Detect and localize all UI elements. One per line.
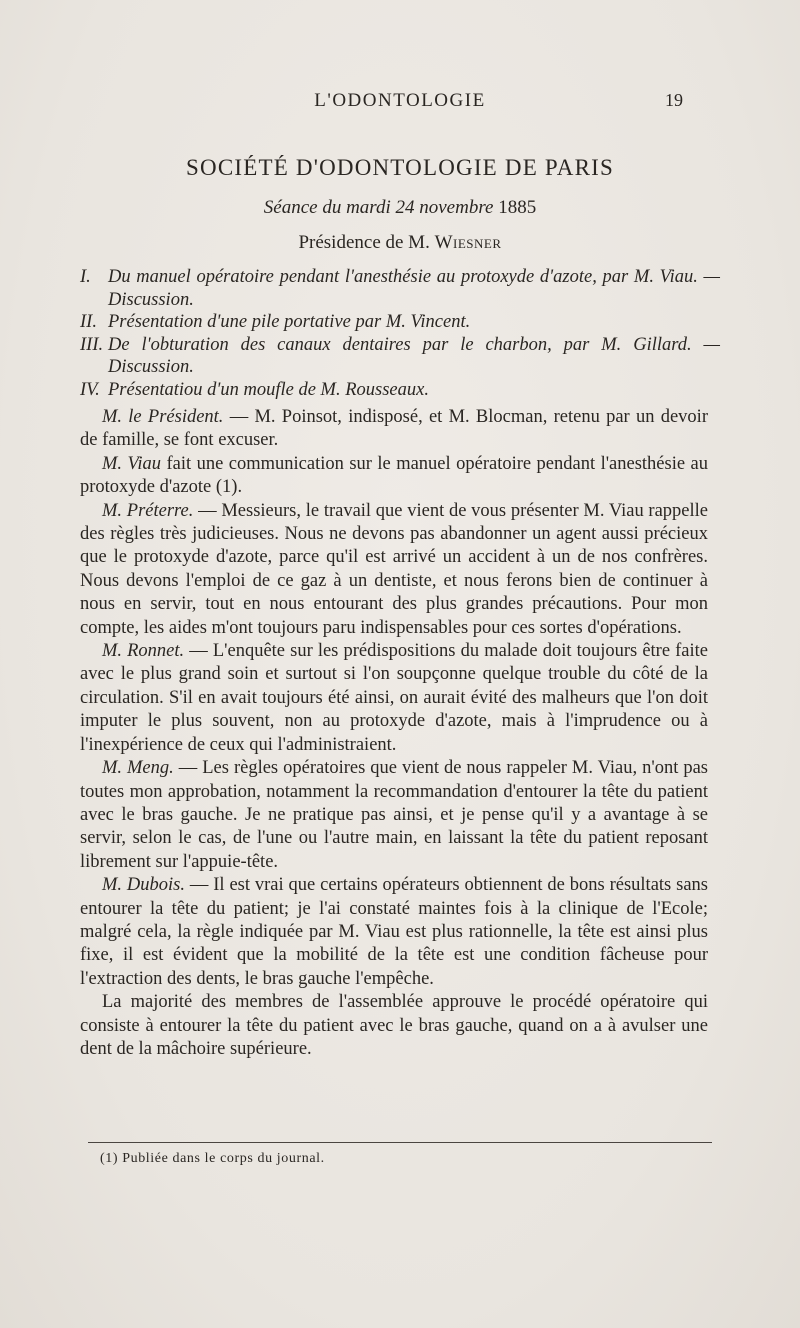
agenda-text: Du manuel opératoire pendant l'anesthésie au protoxyde d'azote, par M. Viau. — Discussion. xyxy=(108,267,720,310)
paragraph xyxy=(80,757,708,874)
agenda-number: IV. xyxy=(80,379,100,400)
paragraph-text: — Messieurs, le travail que vient de vous présenter M. Viau rappelle des règles très judicieuses. Nous ne devons pas abandonner un agent aussi précieux que le protoxyde d'azote, parce qu'il est arrivé un accident à un de nos confrères. Nous devons l'emploi de ce gaz à un dentiste, et nous ferons bien de continuer à nous en servir, tout en nous entourant des plus grandes précautions. Pour mon compte, les aides m'ont toujours paru indispensables pour ces sortes d'opérations. xyxy=(80,500,708,638)
agenda-item xyxy=(80,266,720,311)
paragraph xyxy=(80,500,708,640)
session-date-text: Séance du mardi 24 novembre xyxy=(263,197,494,218)
agenda-number: II. xyxy=(80,312,97,332)
agenda-text: De l'obturation des canaux dentaires par le charbon, par M. Gillard. — Discussion. xyxy=(108,334,720,377)
agenda-item xyxy=(80,311,720,334)
session-year: 1885 xyxy=(498,197,537,218)
paragraph-text: — Les règles opératoires que vient de nous rappeler M. Viau, n'ont pas toutes mon approbation, notamment la recommandation d'entourer la tête du patient avec le bras gauche. Je ne pratique pas ainsi, et je pense qu'il y a avantage à se servir, selon le cas, de l'une ou l'autre main, en laissant la tête du patient reposant librement sur l'appuie-tête. xyxy=(80,758,708,872)
footnote-rule xyxy=(88,1142,712,1143)
article-title: SOCIÉTÉ D'ODONTOLOGIE DE PARIS xyxy=(186,155,614,180)
agenda-text: Présentatiou d'un moufle de M. Rousseaux. xyxy=(108,379,429,400)
session-date xyxy=(0,197,800,219)
agenda-item xyxy=(80,334,720,379)
paragraph-text: fait une communication sur le manuel opératoire pendant l'anesthésie au protoxyde d'azote (1). xyxy=(80,453,708,498)
speaker: M. Préterre. xyxy=(102,500,194,521)
page-number: 19 xyxy=(665,90,683,110)
paragraph xyxy=(80,991,708,1061)
footnote: (1) Publiée dans le corps du journal. xyxy=(100,1151,325,1166)
agenda-item xyxy=(80,379,720,402)
paragraph-text: La majorité des membres de l'assemblée approuve le procédé opératoire qui consiste à entourer la tête du patient avec le bras gauche, quand on a à avulser une dent de la mâchoire supérieure. xyxy=(80,992,708,1059)
agenda-text: Présentation d'une pile portative par M. Vincent. xyxy=(108,312,471,332)
paragraph-text: — Il est vrai que certains opérateurs obtiennent de bons résultats sans entourer la tête du patient; je l'ai constaté maintes fois à la clinique de l'Ecole; malgré cela, la règle indiquée par M. Viau est plus rationnelle, la tête est ainsi plus fixe, il est évident que la mobilité de la tête est une condition fâcheuse pour l'extraction des dents, le bras gauche l'empêche. xyxy=(80,875,708,989)
agenda-list xyxy=(80,266,720,401)
speaker: M. Meng. xyxy=(102,758,174,779)
paragraph-text: — M. Poinsot, indisposé, et M. Blocman, retenu par un devoir de famille, se font excuser. xyxy=(80,407,708,451)
paragraph xyxy=(80,640,708,757)
minutes-body xyxy=(80,406,708,1061)
agenda-number: III. xyxy=(80,334,104,355)
speaker: M. Viau xyxy=(102,453,162,474)
president-name: Wiesner xyxy=(434,232,502,253)
paragraph-text: — L'enquête sur les prédispositions du malade doit toujours être faite avec le plus grand soin et surtout si l'on soupçonne quelque trouble du côté de la circulation. S'il en avait toujours été ainsi, on aurait évité des malheurs que l'on doit imputer le plus souvent, non au protoxyde d'azote, mais à l'imprudence ou à l'inexpérience de ceux qui l'administraient. xyxy=(80,641,708,755)
presidency-prefix: Présidence de M. xyxy=(298,232,430,253)
speaker: M. Dubois. xyxy=(102,875,185,896)
presidency-line xyxy=(0,232,800,254)
paragraph xyxy=(80,874,708,991)
running-head: L'ODONTOLOGIE xyxy=(314,90,486,111)
agenda-number: I. xyxy=(80,267,91,287)
speaker: M. le Président. xyxy=(102,407,224,427)
speaker: M. Ronnet. xyxy=(102,641,185,662)
paragraph xyxy=(80,406,708,453)
paragraph xyxy=(80,453,708,500)
